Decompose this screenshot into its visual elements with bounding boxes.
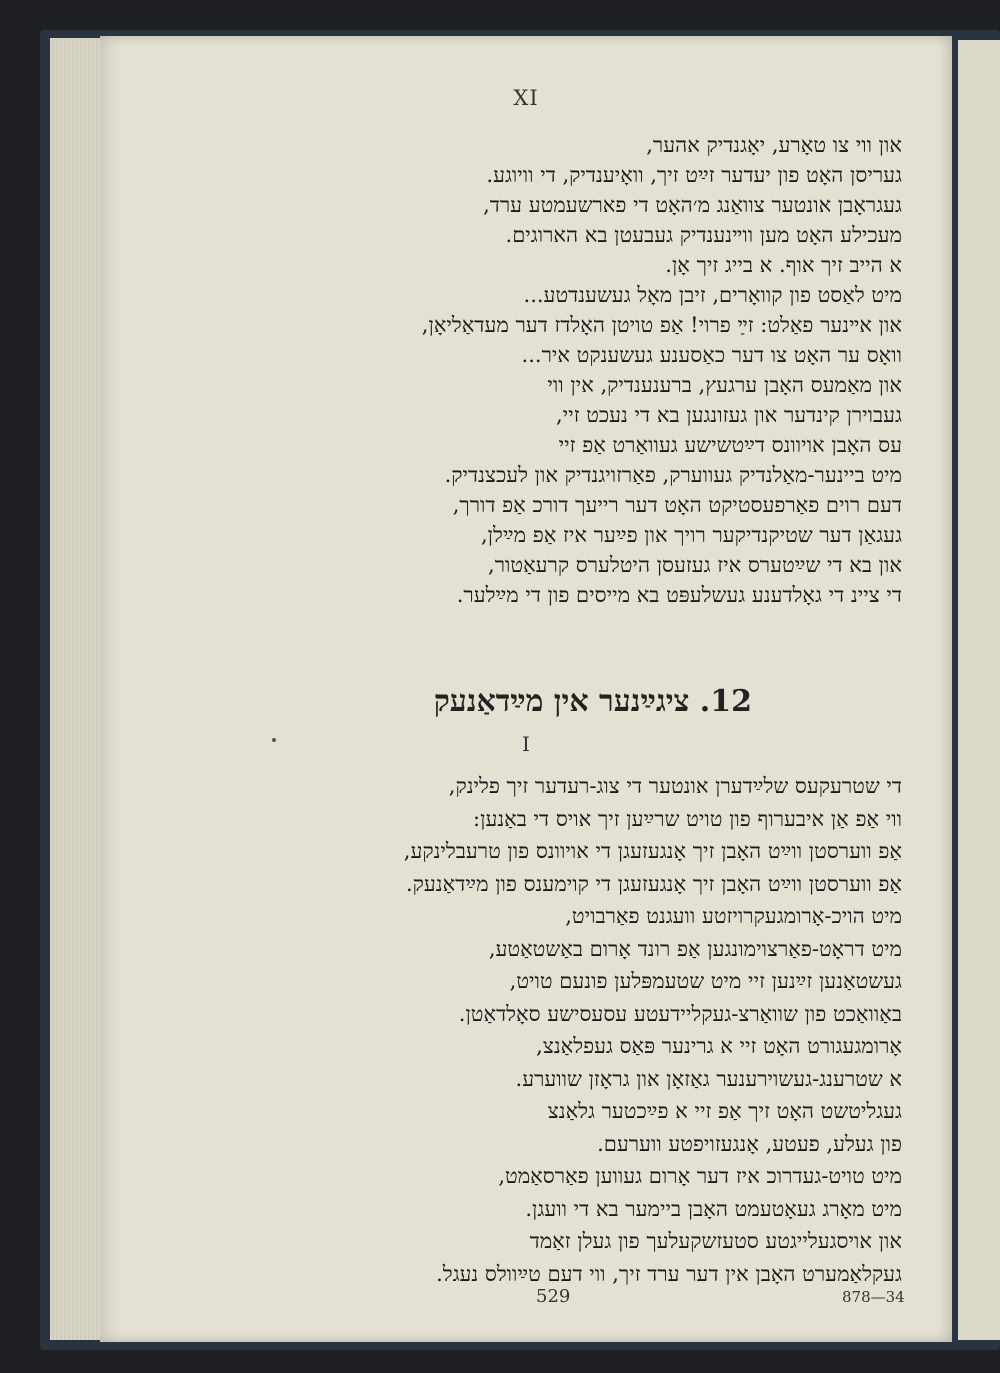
section-heading: 12. ציגײַנער אין מײַדאַנעק	[433, 684, 752, 719]
poem-line: געגליטשט האָט זיך אַפ זיי א פײַכטער גלאַנצ	[547, 1099, 902, 1123]
poem-line: א שטרענג-געשוירענער גאַזאָן און גראָזן שווערע.	[515, 1066, 902, 1091]
poem-line: מיט הויכ-אָרומגעקרויזטע וועגנט פאַרבויט,	[565, 904, 902, 928]
poem-line: און אויסגעלייגטע סטעזשקעלעך פון געלן זאַמד	[529, 1229, 902, 1253]
printer-signature: 878—34	[842, 1288, 905, 1306]
poem-line: עס האָבן אויוונס דײַטשישע געוואַרט אַפ זיי	[558, 433, 902, 457]
ink-dot	[272, 738, 276, 742]
next-page-edge	[958, 40, 1000, 1340]
poem-line: פון געלע, פעטע, אָנגעזויפטע ווערעם.	[597, 1131, 902, 1156]
poem-line: און אײנער פאַלט: זײַ פרוי! אַפ טויטן האָלדז דער מעדאַליאָן,	[421, 313, 902, 337]
poem-line: מיט מאָרג געאָטעמט האָבן ביימער בא די וועגן.	[525, 1196, 902, 1221]
section-numeral: I	[522, 732, 530, 756]
book-page	[100, 36, 952, 1342]
poem-line: מיט דראָט-פאַרצוימונגען אַפ רונד אָרום באַשטאַטע,	[488, 936, 902, 961]
page-number: 529	[536, 1286, 571, 1307]
poem-line: און בא די שײַטערס איז געזעסן היטלערס קרעאַטור,	[488, 553, 902, 577]
poem-line: ווי אַפ אַן איבערוף פון טויט שרײַען זיך אויס די באַנען:	[473, 806, 902, 831]
poem-line: די שטרעקעס שלײַדערן אונטער די צוג-רעדער זיך פלינק,	[448, 774, 902, 798]
poem-line: געגאַן דער שטיקנדיקער רויך און פײַער איז אַפ מײַלן,	[481, 523, 902, 547]
poem-line: א הייב זיך אוף. א בייג זיך אָן.	[665, 253, 902, 277]
folio-numeral: XI	[513, 86, 539, 110]
poem-line: געגראָבן אונטער צוואַנג מ׳האָט די פארשעמטע ערד,	[483, 193, 902, 217]
poem-line: מיט לאַסט פון קוואָרים, זיבן מאָל געשענדטע...	[523, 283, 902, 307]
poem-line: אָרומגעגורט האָט זיי א גרינער פּאַס געפלאַנצ,	[536, 1034, 902, 1058]
poem-part-2	[202, 770, 902, 1290]
poem-line: דעם רוים פאַרפעסטיקט האָט דער רייעך דורכ אַפ דורך,	[452, 493, 902, 517]
poem-line: אַפ ווערסטן ווײַט האָבן זיך אָנגעזעגן די קוימענס פון מײַדאַנעק.	[406, 871, 902, 896]
poem-line: און מאַמעס האָבן ערגעץ, ברענענדיק, אין ווי	[547, 373, 902, 397]
poem-line: געריסן האָט פון יעדער זײַט זיך, וואָיענדיק, די וויוגע.	[486, 163, 902, 187]
poem-line: געבוירן קינדער און געזונגען בא די נעכט זיי,	[556, 403, 902, 427]
poem-line: די ציינ די גאָלדענע געשלעפּט בא מייסים פון די מײַלער.	[456, 583, 902, 607]
poem-line: מעכילע האָט מען ווײנענדיק געבעטן בא הארוגים.	[505, 223, 902, 247]
poem-line: מיט ביינער-מאַלנדיק געווערק, פאַרזויגנדיק און לעכצנדיק.	[444, 463, 902, 487]
poem-line: געשטאַנען זײַנען זיי מיט שטעמפּלען פונעם טויט,	[509, 969, 902, 993]
poem-line: אַפ ווערסטן ווײַט האָבן זיך אָנגעזעגן די אויוונס פון טרעבלינקע,	[403, 839, 902, 863]
poem-line: באַוואַכט פון שוואַרצ-געקליידעטע עסעסישע סאָלדאַטן.	[458, 1001, 902, 1026]
poem-line: און ווי צו טאָרע, יאָגנדיק אהער,	[646, 133, 902, 157]
poem-part-1	[202, 130, 902, 610]
poem-line: מיט טויט-געדרוכ איז דער אָרום געווען פאַרסאַמט,	[498, 1164, 902, 1188]
poem-line: געקלאַמערט האָבן אין דער ערד זיך, ווי דעם טײַוולס נעגל.	[436, 1261, 902, 1286]
poem-line: וואָס ער האָט צו דער כאַסענע געשענקט איר...	[521, 343, 902, 367]
